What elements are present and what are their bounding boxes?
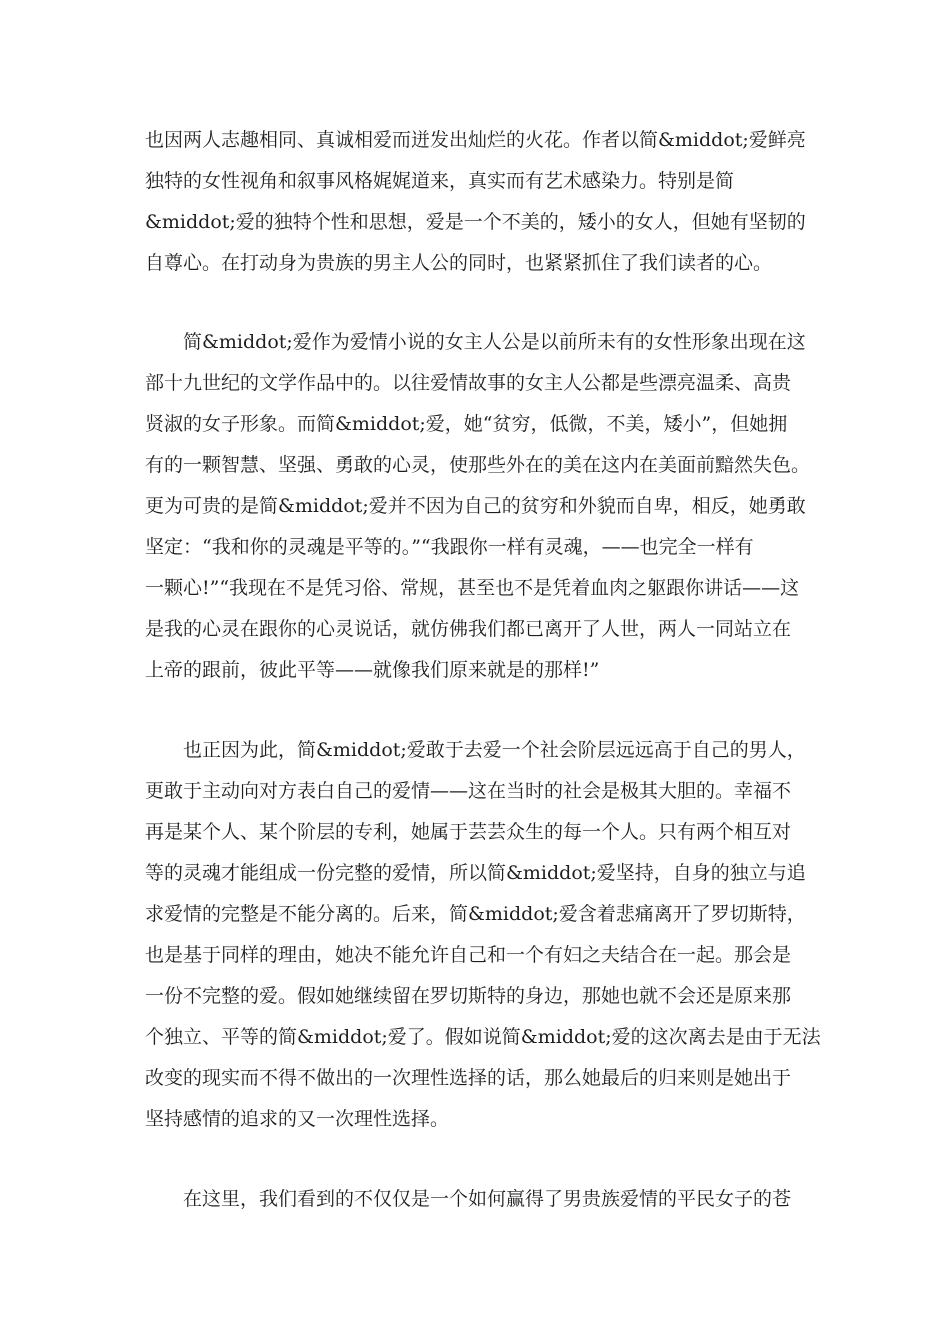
text-line: 贤淑的女子形象。而简&middot;爱，她“贫穷，低微，不美，矮小”，但她拥	[145, 413, 788, 435]
text-line: 求爱情的完整是不能分离的。后来，简&middot;爱含着悲痛离开了罗切斯特，	[145, 903, 806, 925]
text-line: 更为可贵的是简&middot;爱并不因为自己的贫穷和外貌而自卑，相反，她勇敢	[145, 495, 806, 517]
text-line: 在这里，我们看到的不仅仅是一个如何赢得了男贵族爱情的平民女子的苍	[183, 1188, 792, 1210]
text-line: 一份不完整的爱。假如她继续留在罗切斯特的身边，那她也就不会还是原来那	[145, 985, 792, 1007]
text-line: 是我的心灵在跟你的心灵说话，就仿佛我们都已离开了人世，两人一同站立在	[145, 618, 792, 640]
text-line: 独特的女性视角和叙事风格娓娓道来，真实而有艺术感染力。特别是简	[145, 170, 735, 192]
text-line: &middot;爱的独特个性和思想，爱是一个不美的，矮小的女人，但她有坚韧的	[145, 211, 806, 233]
text-line: 也是基于同样的理由，她决不能允许自己和一个有妇之夫结合在一起。那会是	[145, 944, 792, 966]
text-line: 再是某个人、某个阶层的专利，她属于芸芸众生的每一个人。只有两个相互对	[145, 821, 792, 843]
text-line: 简&middot;爱作为爱情小说的女主人公是以前所未有的女性形象出现在这	[183, 331, 806, 353]
text-line: 更敢于主动向对方表白自己的爱情——这在当时的社会是极其大胆的。幸福不	[145, 780, 792, 802]
text-line: 有的一颗智慧、坚强、勇敢的心灵，使那些外在的美在这内在美面前黯然失色。	[145, 454, 811, 476]
text-line: 自尊心。在打动身为贵族的男主人公的同时，也紧紧抓住了我们读者的心。	[145, 252, 773, 274]
text-line: 个独立、平等的简&middot;爱了。假如说简&middot;爱的这次离去是由于无法	[145, 1026, 821, 1048]
text-line: 坚持感情的追求的又一次理性选择。	[145, 1108, 450, 1130]
text-line: 坚定：“我和你的灵魂是平等的。”“我跟你一样有灵魂，——也完全一样有	[145, 536, 754, 558]
text-line: 上帝的跟前，彼此平等——就像我们原来就是的那样!”	[145, 659, 600, 681]
text-line: 一颗心!”“我现在不是凭习俗、常规，甚至也不是凭着血肉之躯跟你讲话——这	[145, 577, 800, 599]
text-line: 也因两人志趣相同、真诚相爱而迸发出灿烂的火花。作者以简&middot;爱鲜亮	[145, 129, 806, 151]
text-line: 改变的现实而不得不做出的一次理性选择的话，那么她最后的归来则是她出于	[145, 1067, 792, 1089]
text-line: 部十九世纪的文学作品中的。以往爱情故事的女主人公都是些漂亮温柔、高贵	[145, 372, 792, 394]
text-line: 等的灵魂才能组成一份完整的爱情，所以简&middot;爱坚持，自身的独立与追	[145, 862, 806, 884]
text-line: 也正因为此，简&middot;爱敢于去爱一个社会阶层远远高于自己的男人，	[183, 739, 806, 761]
